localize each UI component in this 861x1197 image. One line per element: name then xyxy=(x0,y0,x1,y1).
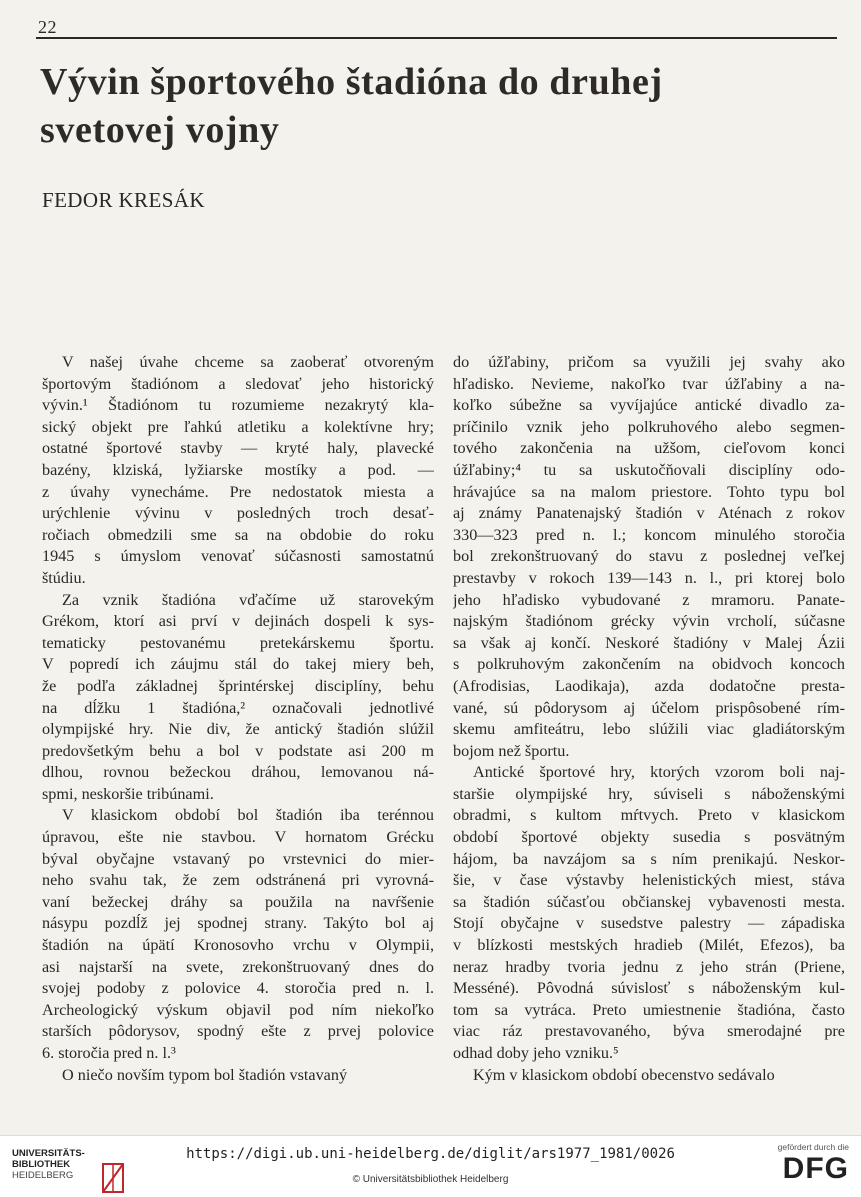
article-title xyxy=(40,58,820,154)
text-line: dlhou, rovnou bežeckou dráhou, lemovanou ná- xyxy=(42,763,434,782)
text-line: odhad doby jeho vzniku.⁵ xyxy=(453,1044,619,1062)
text-line: obradmi, s kultom mŕtvych. Preto v klasickom xyxy=(453,806,845,825)
author-name: FEDOR KRESÁK xyxy=(42,188,205,212)
text-line: asi najstarší na svete, zrekonštruovaný dnes do xyxy=(42,957,434,976)
page-url-link[interactable]: https://digi.ub.uni-heidelberg.de/diglit/ars1977_1981/0026 xyxy=(186,1146,675,1162)
text-line: na dĺžku 1 štadióna,² označovali jednotlivé xyxy=(42,698,434,717)
text-line: koľko súbežne sa vyvíjajúce antické divadlo za- xyxy=(453,396,845,415)
text-line: hájom, ba navzájom sa s ním prenikajú. Neskor- xyxy=(453,849,845,868)
text-line: býval obyčajne vstavaný po vrstevnici do mier- xyxy=(42,849,434,868)
text-line: bojom než športu. xyxy=(453,741,570,760)
library-line-3: HEIDELBERG xyxy=(12,1170,74,1181)
text-line: viac ráz prestavovaného, býva smerodajné pre xyxy=(453,1022,845,1041)
text-line: vývin.¹ Štadiónom tu rozumieme nezakrytý kla- xyxy=(42,396,434,415)
dfg-logo-block[interactable] xyxy=(759,1142,849,1186)
text-line: tom sa vytráca. Preto umiestnenie štadióna, často xyxy=(453,1000,845,1019)
text-line: úžľabiny;⁴ tu sa uskutočňovali disciplíny odo- xyxy=(453,460,845,479)
text-line: Za vznik štadióna vďačíme už starovekým xyxy=(62,590,434,609)
text-line: starších pôdorysov, spodný ešte z prvej polovice xyxy=(42,1022,434,1041)
text-line: V našej úvahe chceme sa zaoberať otvoreným xyxy=(62,353,434,371)
text-line: tematicky pestovanému pretekárskemu športu. xyxy=(42,633,434,652)
text-line: svojej podoby z polovice 4. storočia pred n. l. xyxy=(42,979,434,998)
text-line: V popredí ich záujmu stál do takej miery beh, xyxy=(42,655,434,674)
text-line: najským štadiónom grécky vývin vrcholí, súčasne xyxy=(453,612,845,631)
text-line: období športové objekty susedia s posvätným xyxy=(453,828,845,847)
text-line: hľadisko. Nevieme, nakoľko tvar úžľabiny a na- xyxy=(453,374,845,393)
text-line: aj známy Panatenajský štadión v Aténach z rokov xyxy=(453,504,845,523)
header-rule xyxy=(36,37,837,39)
text-line: ročiach obmedzili sme sa na obdobie do roku xyxy=(42,525,434,544)
text-line: bazény, klziská, lyžiarske mostíky a pod. — xyxy=(42,460,434,479)
text-line: sa štadión súčasťou občianskej vybavenosti mesta. xyxy=(453,892,845,911)
text-line: predovšetkým behu a bol v podstate asi 200 m xyxy=(42,741,434,760)
text-line: skemu amfiteátru, lebo slúžili viac gladiátorským xyxy=(453,720,845,739)
text-line: športovým štadiónom a sledovať jeho historický xyxy=(42,374,434,393)
text-line: tového zakončenia na užšom, cieľovom konci xyxy=(453,439,845,458)
text-line: štadión na úpätí Kronosovho vrchu v Olympii, xyxy=(42,936,434,955)
text-line: olympijské hry. Nie div, že antický štadión slúžil xyxy=(42,720,434,739)
text-line: vaní bežeckej dráhy sa použila na navŕšenie xyxy=(42,892,434,911)
text-line: spmi, neskoršie tribúnami. xyxy=(42,784,214,803)
text-line: s polkruhovým zakončením na obidvoch koncoch xyxy=(453,655,845,674)
text-line: urýchlenie vývinu v posledných troch desať- xyxy=(42,504,434,523)
title-line-1: Vývin športového štadióna do druhej xyxy=(40,61,663,103)
text-line: príčinilo vznik jeho polkruhového alebo segmen- xyxy=(453,417,845,436)
text-line: neho svahu tak, že zem odstránená pri vyrovná- xyxy=(42,871,434,890)
text-line: Grékom, ktorí asi prví v dejinách dospeli k sys- xyxy=(42,612,434,631)
text-line: Kým v klasickom období obecenstvo sedávalo xyxy=(473,1065,775,1084)
text-line: šie, v čase výstavby helenistických miest, stáva xyxy=(453,871,845,890)
page-number: 22 xyxy=(38,17,57,37)
text-line: z úvahy vynecháme. Pre nedostatok miesta a xyxy=(42,482,434,501)
library-line-1: UNIVERSITÄTS- xyxy=(12,1148,85,1159)
viewer-footer xyxy=(0,1135,861,1197)
text-line: V klasickom období bol štadión iba terénnou xyxy=(62,806,434,825)
text-line: hrávajúce sa na malom priestore. Tohto typu bol xyxy=(453,482,845,501)
text-line: ostatné športové stavby — kryté haly, plavecké xyxy=(42,439,434,458)
left-text-column xyxy=(42,352,434,1086)
text-line: O niečo novším typom bol štadión vstavaný xyxy=(62,1065,348,1084)
text-line: staršie olympijské hry, súviseli s náboženskými xyxy=(453,784,845,803)
text-line: sa však aj končí. Neskoré štadióny v Malej Ázii xyxy=(453,633,845,652)
dfg-logo: DFG xyxy=(782,1152,849,1185)
text-line: úpravou, ešte nie stavbou. V hornatom Grécku xyxy=(42,828,434,847)
text-line: 6. storočia pred n. l.³ xyxy=(42,1044,176,1062)
right-text-column xyxy=(453,352,845,1086)
text-line: že podľa základnej šprintérskej disciplíny, behu xyxy=(42,676,434,695)
text-line: v blízkosti mestských hradieb (Milét, Efezos), ba xyxy=(453,936,845,955)
text-line: sický objekt pre ľahkú atletiku a kolektívne hry; xyxy=(42,417,434,436)
text-line: Archeologický výskum objavil pod ním niekoľko xyxy=(42,1000,434,1019)
copyright-notice: © Universitätsbibliothek Heidelberg xyxy=(352,1174,509,1185)
text-line: do úžľabiny, pričom sa využili jej svahy ako xyxy=(453,353,845,371)
text-line: násypu pozdĺž jej spodnej strany. Takýto bol aj xyxy=(42,914,434,933)
text-line: prestavby v rokoch 139—143 n. l., pri ktorej bolo xyxy=(453,568,845,587)
text-line: 1945 s úmyslom venovať súčasnosti samostatnú xyxy=(42,547,434,566)
title-line-2: svetovej vojny xyxy=(40,109,280,151)
text-line: (Afrodisias, Laodikaja), azda dodatočne presta- xyxy=(453,676,845,695)
dfg-caption: gefördert durch die xyxy=(777,1142,849,1152)
library-line-2: BIBLIOTHEK xyxy=(12,1159,71,1170)
text-line: 330—323 pred n. l.; koncom minulého storočia xyxy=(453,525,845,544)
text-line: vané, sú pôdorysom aj účelom prispôsobené rím- xyxy=(453,698,845,717)
text-line: štúdiu. xyxy=(42,568,86,587)
text-line: jeho hľadisko vybudované z mramoru. Panate- xyxy=(453,590,845,609)
text-line: Messéné). Pôvodná súvislosť s náboženským kul- xyxy=(453,979,845,998)
text-line: Stojí obyčajne v susedstve palestry — západiska xyxy=(453,914,845,933)
text-line: neraz hradby tvoria jednu z jeho strán (Priene, xyxy=(453,957,845,976)
text-line: Antické športové hry, ktorých vzorom boli naj- xyxy=(473,763,845,782)
text-line: bol zrekonštruovaný do stavu z poslednej veľkej xyxy=(453,547,845,566)
